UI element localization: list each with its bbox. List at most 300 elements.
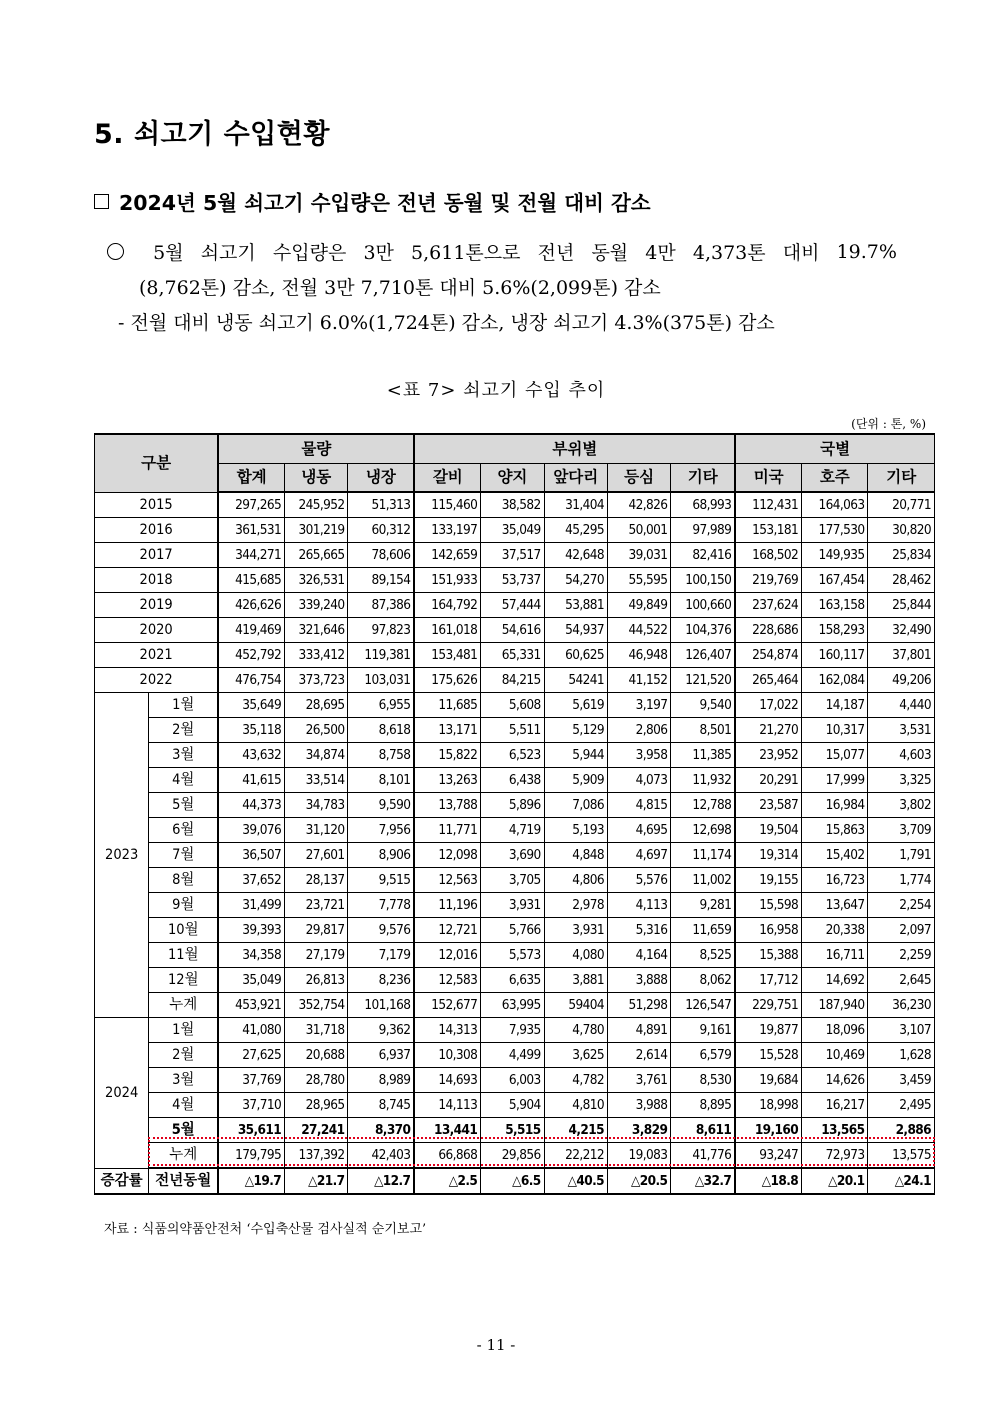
- table-cell: 19,314: [735, 843, 801, 868]
- table-cell: 33,514: [285, 768, 348, 793]
- table-cell: 13,263: [414, 768, 480, 793]
- circle-bullet-icon: [107, 243, 124, 260]
- table-cell: △20.1: [802, 1168, 868, 1194]
- table-cell: 37,801: [868, 643, 935, 668]
- table-cell: 15,077: [802, 743, 868, 768]
- table-cell: 14,693: [414, 1068, 480, 1093]
- table-cell: 9,161: [671, 1018, 735, 1043]
- table-row: [95, 943, 935, 968]
- paragraph-word: 수입량은: [272, 242, 347, 264]
- table-cell: 3,988: [607, 1093, 670, 1118]
- row-label: 11월: [149, 943, 218, 968]
- table-cell: 49,206: [868, 668, 935, 693]
- change-rate-row: [95, 1168, 935, 1194]
- table-cell: 42,403: [348, 1143, 414, 1169]
- table-cell: 4,891: [607, 1018, 670, 1043]
- row-label: 7월: [149, 843, 218, 868]
- table-cell: 326,531: [285, 568, 348, 593]
- table-cell: 7,778: [348, 893, 414, 918]
- row-label: 2월: [149, 718, 218, 743]
- table-cell: 78,606: [348, 543, 414, 568]
- table-cell: 301,219: [285, 518, 348, 543]
- table-cell: 57,444: [481, 593, 544, 618]
- table-cell: △21.7: [285, 1168, 348, 1194]
- table-cell: 3,888: [607, 968, 670, 993]
- table-cell: 8,618: [348, 718, 414, 743]
- table-cell: 152,677: [414, 993, 480, 1018]
- table-cell: 5,576: [607, 868, 670, 893]
- table-cell: 22,212: [544, 1143, 607, 1169]
- row-label: 3월: [149, 1068, 218, 1093]
- table-cell: 3,881: [544, 968, 607, 993]
- table-row: [95, 743, 935, 768]
- table-cell: 5,608: [481, 693, 544, 718]
- headline-text: 2024년 5월 쇠고기 수입량은 전년 동월 및 전월 대비 감소: [119, 191, 651, 215]
- row-label: 4월: [149, 768, 218, 793]
- table-cell: 17,999: [802, 768, 868, 793]
- table-cell: 103,031: [348, 668, 414, 693]
- table-cell: 153,481: [414, 643, 480, 668]
- table-cell: 31,404: [544, 492, 607, 518]
- table-cell: 100,660: [671, 593, 735, 618]
- row-label: 1월: [149, 693, 218, 718]
- table-cell: 26,813: [285, 968, 348, 993]
- beef-import-table: [94, 433, 935, 1195]
- table-row: [95, 693, 935, 718]
- table-cell: 54,616: [481, 618, 544, 643]
- header-group-volume: 물량: [218, 434, 414, 463]
- table-cell: 13,647: [802, 893, 868, 918]
- table-cell: 265,665: [285, 543, 348, 568]
- table-cell: 12,583: [414, 968, 480, 993]
- table-cell: 21,270: [735, 718, 801, 743]
- table-cell: 8,906: [348, 843, 414, 868]
- table-cell: △40.5: [544, 1168, 607, 1194]
- table-cell: 6,579: [671, 1043, 735, 1068]
- table-cell: 4,215: [544, 1118, 607, 1143]
- table-cell: 9,576: [348, 918, 414, 943]
- header-col: 갈비: [414, 463, 480, 492]
- table-cell: 453,921: [218, 993, 284, 1018]
- table-cell: 2,645: [868, 968, 935, 993]
- table-cell: 1,774: [868, 868, 935, 893]
- table-cell: 4,806: [544, 868, 607, 893]
- table-cell: 452,792: [218, 643, 284, 668]
- table-cell: △20.5: [607, 1168, 670, 1194]
- table-cell: 3,802: [868, 793, 935, 818]
- table-cell: 25,844: [868, 593, 935, 618]
- table-cell: 2,495: [868, 1093, 935, 1118]
- table-cell: 104,376: [671, 618, 735, 643]
- table-cell: 65,331: [481, 643, 544, 668]
- table-cell: 37,769: [218, 1068, 284, 1093]
- table-cell: 5,766: [481, 918, 544, 943]
- table-cell: 352,754: [285, 993, 348, 1018]
- table-cell: 37,517: [481, 543, 544, 568]
- table-cell: 44,522: [607, 618, 670, 643]
- table-cell: 5,944: [544, 743, 607, 768]
- row-label: 4월: [149, 1093, 218, 1118]
- table-cell: 4,080: [544, 943, 607, 968]
- table-cell: 228,686: [735, 618, 801, 643]
- table-cell: 31,718: [285, 1018, 348, 1043]
- table-cell: 51,313: [348, 492, 414, 518]
- table-cell: 72,973: [802, 1143, 868, 1169]
- table-cell: 28,695: [285, 693, 348, 718]
- table-cell: 2,259: [868, 943, 935, 968]
- table-cell: 43,632: [218, 743, 284, 768]
- row-label: 2016: [95, 518, 219, 543]
- table-cell: 3,107: [868, 1018, 935, 1043]
- row-label: 2020: [95, 618, 219, 643]
- table-body: [95, 492, 935, 1194]
- table-cell: 8,611: [671, 1118, 735, 1143]
- table-cell: 42,648: [544, 543, 607, 568]
- table-cell: 18,096: [802, 1018, 868, 1043]
- table-row: [95, 568, 935, 593]
- table-cell: △2.5: [414, 1168, 480, 1194]
- table-cell: 10,308: [414, 1043, 480, 1068]
- table-cell: 7,086: [544, 793, 607, 818]
- table-cell: 55,595: [607, 568, 670, 593]
- table-cell: 12,788: [671, 793, 735, 818]
- table-cell: 119,381: [348, 643, 414, 668]
- table-cell: △19.7: [218, 1168, 284, 1194]
- table-cell: 14,113: [414, 1093, 480, 1118]
- table-cell: 4,815: [607, 793, 670, 818]
- table-row: [95, 1018, 935, 1043]
- table-cell: 9,281: [671, 893, 735, 918]
- table-cell: 8,236: [348, 968, 414, 993]
- table-cell: 13,565: [802, 1118, 868, 1143]
- table-row: [95, 793, 935, 818]
- table-cell: 26,500: [285, 718, 348, 743]
- row-label: 5월: [149, 1118, 218, 1143]
- table-cell: 27,179: [285, 943, 348, 968]
- table-cell: 82,416: [671, 543, 735, 568]
- table-unit: (단위 : 톤, %): [851, 417, 926, 431]
- table-cell: 13,575: [868, 1143, 935, 1169]
- paragraph-line-2: (8,762톤) 감소, 전월 3만 7,710톤 대비 5.6%(2,099톤) 감소: [139, 277, 661, 299]
- table-cell: 333,412: [285, 643, 348, 668]
- row-label: 1월: [149, 1018, 218, 1043]
- table-cell: 68,993: [671, 492, 735, 518]
- table-cell: 20,771: [868, 492, 935, 518]
- table-cell: 2,886: [868, 1118, 935, 1143]
- table-cell: 20,291: [735, 768, 801, 793]
- page-number: - 11 -: [476, 1336, 516, 1354]
- table-cell: 27,241: [285, 1118, 348, 1143]
- table-cell: 476,754: [218, 668, 284, 693]
- table-cell: 112,431: [735, 492, 801, 518]
- table-cell: 36,230: [868, 993, 935, 1018]
- table-cell: 23,721: [285, 893, 348, 918]
- table-cell: 12,563: [414, 868, 480, 893]
- paragraph-line-1: [107, 238, 897, 265]
- table-cell: 229,751: [735, 993, 801, 1018]
- table-cell: 3,690: [481, 843, 544, 868]
- table-cell: 8,745: [348, 1093, 414, 1118]
- table-cell: 19,877: [735, 1018, 801, 1043]
- table-cell: 126,547: [671, 993, 735, 1018]
- table-cell: 39,393: [218, 918, 284, 943]
- table-row: [95, 518, 935, 543]
- table-cell: 35,649: [218, 693, 284, 718]
- paragraph-word: 3만: [363, 242, 394, 264]
- table-cell: 164,063: [802, 492, 868, 518]
- table-cell: 15,863: [802, 818, 868, 843]
- table-cell: △6.5: [481, 1168, 544, 1194]
- table-cell: 2,806: [607, 718, 670, 743]
- table-cell: 89,154: [348, 568, 414, 593]
- table-cell: 9,590: [348, 793, 414, 818]
- table-row: [95, 1118, 935, 1143]
- paragraph-word: 4만: [645, 242, 676, 264]
- table-cell: 18,998: [735, 1093, 801, 1118]
- table-cell: 15,528: [735, 1043, 801, 1068]
- table-cell: 50,001: [607, 518, 670, 543]
- table-cell: 426,626: [218, 593, 284, 618]
- table-cell: 149,935: [802, 543, 868, 568]
- table-row: [95, 718, 935, 743]
- table-cell: 39,031: [607, 543, 670, 568]
- table-cell: 142,659: [414, 543, 480, 568]
- table-cell: 219,769: [735, 568, 801, 593]
- table-cell: 4,440: [868, 693, 935, 718]
- table-cell: 160,117: [802, 643, 868, 668]
- paragraph-word: 전년: [537, 242, 575, 264]
- row-label: 2021: [95, 643, 219, 668]
- table-cell: 5,316: [607, 918, 670, 943]
- table-cell: 11,196: [414, 893, 480, 918]
- table-cell: 5,193: [544, 818, 607, 843]
- table-cell: 6,438: [481, 768, 544, 793]
- table-cell: 161,018: [414, 618, 480, 643]
- table-cell: 20,338: [802, 918, 868, 943]
- paragraph-word: 4,373톤: [692, 242, 766, 264]
- table-cell: 54,270: [544, 568, 607, 593]
- table-cell: 4,697: [607, 843, 670, 868]
- table-cell: 254,874: [735, 643, 801, 668]
- table-row: [95, 643, 935, 668]
- table-cell: 4,499: [481, 1043, 544, 1068]
- table-cell: 361,531: [218, 518, 284, 543]
- table-cell: 153,181: [735, 518, 801, 543]
- table-cell: 66,868: [414, 1143, 480, 1169]
- checkbox-bullet-icon: [94, 194, 109, 209]
- table-cell: 27,625: [218, 1043, 284, 1068]
- table-cell: 187,940: [802, 993, 868, 1018]
- table-cell: 3,459: [868, 1068, 935, 1093]
- table-cell: 35,611: [218, 1118, 284, 1143]
- row-label: 2월: [149, 1043, 218, 1068]
- table-cell: 115,460: [414, 492, 480, 518]
- table-cell: 16,217: [802, 1093, 868, 1118]
- table-row: [95, 968, 935, 993]
- table-cell: 97,989: [671, 518, 735, 543]
- table-cell: 339,240: [285, 593, 348, 618]
- table-cell: 2,097: [868, 918, 935, 943]
- row-label: 5월: [149, 793, 218, 818]
- table-row: [95, 1093, 935, 1118]
- table-cell: 9,540: [671, 693, 735, 718]
- table-cell: 35,118: [218, 718, 284, 743]
- headline: [94, 186, 651, 216]
- table-cell: 3,958: [607, 743, 670, 768]
- table-cell: 37,652: [218, 868, 284, 893]
- table-cell: 6,523: [481, 743, 544, 768]
- table-cell: 8,895: [671, 1093, 735, 1118]
- table-cell: 321,646: [285, 618, 348, 643]
- table-row: [95, 492, 935, 518]
- table-cell: 5,129: [544, 718, 607, 743]
- table-cell: 5,619: [544, 693, 607, 718]
- row-label: 2015: [95, 492, 219, 518]
- table-cell: 167,454: [802, 568, 868, 593]
- table-cell: 28,780: [285, 1068, 348, 1093]
- table-cell: 8,525: [671, 943, 735, 968]
- table-cell: 13,788: [414, 793, 480, 818]
- table-cell: 28,137: [285, 868, 348, 893]
- table-cell: 16,958: [735, 918, 801, 943]
- row-label: 누계: [149, 993, 218, 1018]
- table-cell: 8,370: [348, 1118, 414, 1143]
- table-row: [95, 768, 935, 793]
- table-cell: 8,758: [348, 743, 414, 768]
- table-cell: 8,530: [671, 1068, 735, 1093]
- table-cell: 19,684: [735, 1068, 801, 1093]
- table-cell: 84,215: [481, 668, 544, 693]
- table-cell: 54,937: [544, 618, 607, 643]
- row-label: 3월: [149, 743, 218, 768]
- table-cell: 12,098: [414, 843, 480, 868]
- table-cell: 35,049: [481, 518, 544, 543]
- header-col: 기타: [868, 463, 935, 492]
- table-cell: 179,795: [218, 1143, 284, 1169]
- table-cell: 237,624: [735, 593, 801, 618]
- table-cell: 121,520: [671, 668, 735, 693]
- paragraph-line-1-words: [107, 238, 897, 265]
- header-col: 미국: [735, 463, 801, 492]
- table-cell: 101,168: [348, 993, 414, 1018]
- table-cell: 6,635: [481, 968, 544, 993]
- table-row: [95, 543, 935, 568]
- table-cell: 51,298: [607, 993, 670, 1018]
- table-cell: 19,155: [735, 868, 801, 893]
- table-cell: 41,615: [218, 768, 284, 793]
- table-cell: 97,823: [348, 618, 414, 643]
- table-cell: 100,150: [671, 568, 735, 593]
- table-cell: 32,490: [868, 618, 935, 643]
- row-label: 전년동월: [149, 1168, 218, 1194]
- table-cell: 11,932: [671, 768, 735, 793]
- paragraph-word: 5,611톤으로: [411, 242, 521, 264]
- table-caption: <표 7> 쇠고기 수입 추이: [386, 380, 606, 401]
- table-cell: 60,312: [348, 518, 414, 543]
- paragraph-word: 동월: [591, 242, 629, 264]
- table-cell: 11,174: [671, 843, 735, 868]
- table-cell: 93,247: [735, 1143, 801, 1169]
- change-group-label: 증감률: [95, 1168, 149, 1194]
- table-cell: △24.1: [868, 1168, 935, 1194]
- table-cell: 63,995: [481, 993, 544, 1018]
- table-cell: 3,625: [544, 1043, 607, 1068]
- header-col: 앞다리: [544, 463, 607, 492]
- table-row: [95, 843, 935, 868]
- table-cell: 4,113: [607, 893, 670, 918]
- header-col: 양지: [481, 463, 544, 492]
- table-cell: 11,385: [671, 743, 735, 768]
- header-col: 합계: [218, 463, 284, 492]
- table-cell: 168,502: [735, 543, 801, 568]
- table-cell: 4,695: [607, 818, 670, 843]
- table-row: [95, 918, 935, 943]
- table-cell: 163,158: [802, 593, 868, 618]
- table-cell: 11,685: [414, 693, 480, 718]
- table-cell: 175,626: [414, 668, 480, 693]
- table-cell: 2,978: [544, 893, 607, 918]
- table-cell: △18.8: [735, 1168, 801, 1194]
- table-cell: 162,084: [802, 668, 868, 693]
- row-label: 누계: [149, 1143, 218, 1169]
- table-cell: 10,317: [802, 718, 868, 743]
- table-cell: 59404: [544, 993, 607, 1018]
- table-cell: 11,659: [671, 918, 735, 943]
- table-cell: 5,515: [481, 1118, 544, 1143]
- table-cell: 126,407: [671, 643, 735, 668]
- table-cell: 177,530: [802, 518, 868, 543]
- table-cell: 11,002: [671, 868, 735, 893]
- table-row: [95, 818, 935, 843]
- table-cell: 6,003: [481, 1068, 544, 1093]
- table-cell: 53,881: [544, 593, 607, 618]
- table-cell: 25,834: [868, 543, 935, 568]
- table-cell: 4,848: [544, 843, 607, 868]
- table-cell: 3,761: [607, 1068, 670, 1093]
- table-cell: 5,904: [481, 1093, 544, 1118]
- table-cell: 265,464: [735, 668, 801, 693]
- table-cell: 41,776: [671, 1143, 735, 1169]
- table-row: [95, 1068, 935, 1093]
- table-cell: 46,948: [607, 643, 670, 668]
- table-cell: 133,197: [414, 518, 480, 543]
- table-cell: 3,705: [481, 868, 544, 893]
- table-cell: 4,780: [544, 1018, 607, 1043]
- table-cell: 19,504: [735, 818, 801, 843]
- table-cell: 7,956: [348, 818, 414, 843]
- table-cell: 15,388: [735, 943, 801, 968]
- table-cell: 29,817: [285, 918, 348, 943]
- table-cell: 9,362: [348, 1018, 414, 1043]
- table-cell: 3,197: [607, 693, 670, 718]
- table-cell: 42,826: [607, 492, 670, 518]
- table-cell: 3,325: [868, 768, 935, 793]
- header-group-cut: 부위별: [414, 434, 735, 463]
- table-cell: 2,254: [868, 893, 935, 918]
- header-category: 구분: [95, 434, 219, 492]
- table-cell: 38,582: [481, 492, 544, 518]
- header-col: 냉장: [348, 463, 414, 492]
- table-cell: 16,723: [802, 868, 868, 893]
- table-cell: 4,164: [607, 943, 670, 968]
- table-cell: 27,601: [285, 843, 348, 868]
- header-col: 등심: [607, 463, 670, 492]
- table-cell: 8,989: [348, 1068, 414, 1093]
- table-cell: 16,984: [802, 793, 868, 818]
- table-cell: 1,791: [868, 843, 935, 868]
- table-cell: 15,598: [735, 893, 801, 918]
- table-cell: 14,187: [802, 693, 868, 718]
